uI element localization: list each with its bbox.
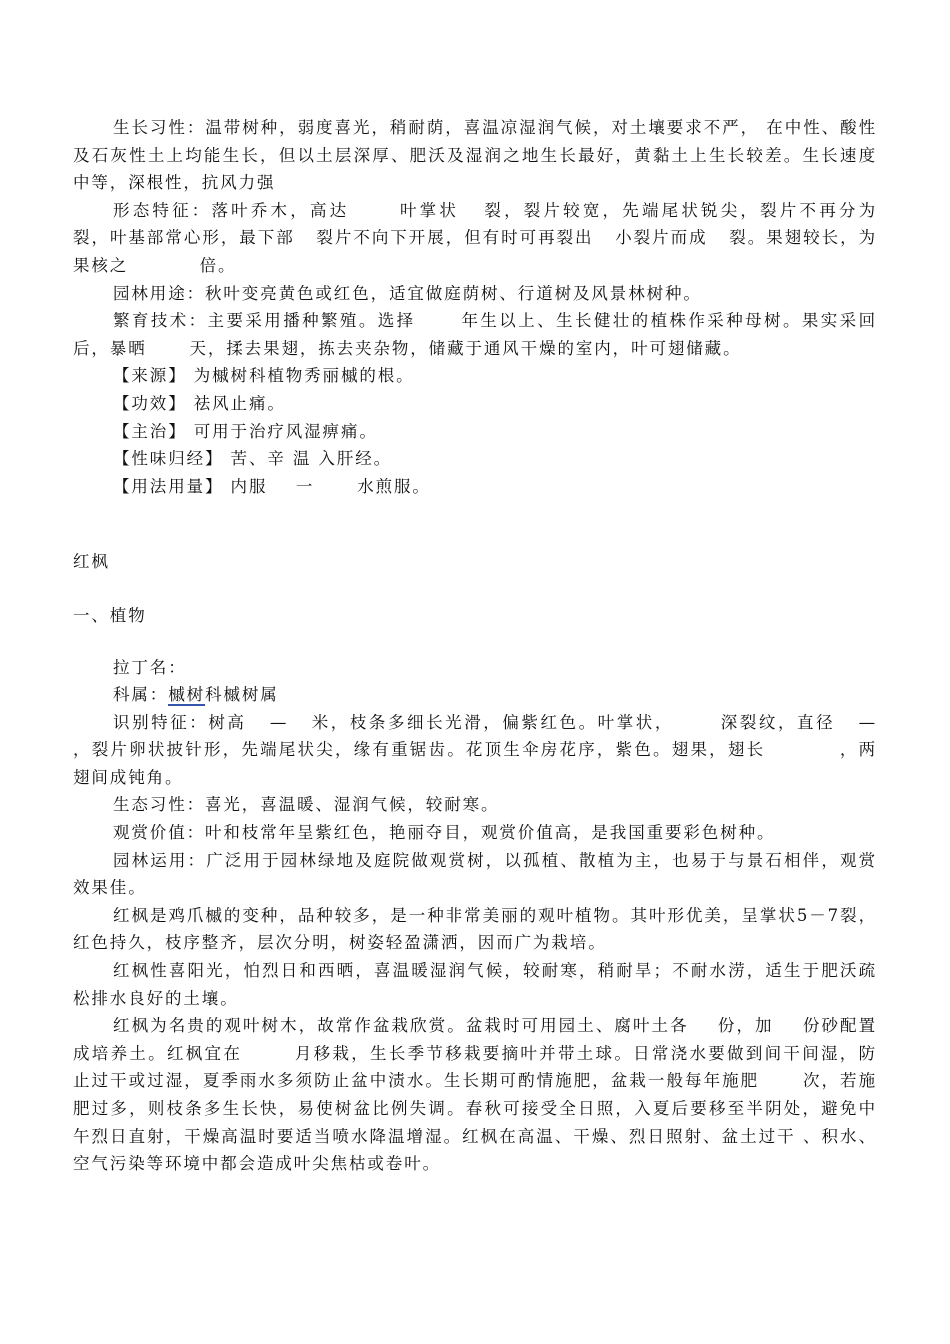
paragraph-variety: 红枫是鸡爪槭的变种，品种较多，是一种非常美丽的观叶植物。其叶形优美，呈掌状5－7裂，红色持久，枝序整齐，层次分明，树姿轻盈潇洒，因而广为栽培。 [73, 905, 877, 953]
family-underlined-word: 槭树 [168, 685, 206, 705]
paragraph-growth-habit: 生长习性：温带树种，弱度喜光，稍耐荫，喜温凉湿润气候，对土壤要求不严， 在中性、酸性及石灰性土上均能生长，但以土层深厚、肥沃及湿润之地生长最好，黄黏土上生长较差。生长速度中等，深根性，抗风力强 [73, 118, 877, 193]
paragraph-indication: 【主治】 可用于治疗风湿痹痛。 [113, 421, 378, 441]
paragraph-habit: 红枫性喜阳光，怕烈日和西晒，喜温暖湿润气候，较耐寒，稍耐旱；不耐水涝，适生于肥沃疏松排水良好的土壤。 [73, 961, 877, 1008]
paragraph-identification: 识别特征：树高 — 米，枝条多细长光滑，偏紫红色。叶掌状， 深裂纹，直径 — ，裂片卵状披针形，先端尾状尖，缘有重锯齿。花顶生伞房花序，紫色。翅果，翅长 ，两翅间成钝角。 [73, 712, 920, 787]
paragraph-breeding: 繁育技术：主要采用播种繁殖。选择 年生以上、生长健壮的植株作采种母树。果实采回后，暴晒 天，揉去果翅，拣去夹杂物，储藏于通风干燥的室内，叶可翅储藏。 [73, 311, 877, 358]
paragraph-ornamental-value: 观赏价值：叶和枝常年呈紫红色，艳丽夺目，观赏价值高，是我国重要彩色树种。 [113, 823, 776, 843]
paragraph-dosage: 【用法用量】 内服 一 水煎服。 [113, 476, 431, 496]
paragraph-morphology: 形态特征：落叶乔木，高达 叶掌状 裂，裂片较宽，先端尾状锐尖，裂片不再分为 裂，叶基部常心形，最下部 裂片不向下开展，但有时可再裂出 小裂片而成 裂。果翅较长，为果核之 倍。 [73, 200, 899, 275]
family-prefix: 科属： [113, 685, 169, 705]
document-page [73, 114, 920, 1178]
paragraph-landscape-use: 园林运用：广泛用于园林绿地及庭院做观赏树，以孤植、散植为主，也易于与景石相伴，观赏效果佳。 [73, 850, 877, 898]
latin-name-label: 拉丁名： [113, 657, 187, 677]
paragraph-efficacy: 【功效】 祛风止痛。 [113, 393, 286, 413]
section-title: 红枫 [73, 552, 110, 572]
paragraph-nature-meridian: 【性味归经】 苦、辛 温 入肝经。 [113, 449, 393, 469]
paragraph-source: 【来源】 为槭树科植物秀丽槭的根。 [113, 366, 415, 386]
section-subtitle: 一、植物 [73, 605, 147, 625]
family-genus-line [73, 681, 877, 709]
paragraph-ecology: 生态习性：喜光，喜温暖、湿润气候，较耐寒。 [113, 795, 500, 815]
family-rest: 科槭树属 [205, 685, 279, 705]
paragraph-garden-use: 园林用途：秋叶变亮黄色或红色，适宜做庭荫树、行道树及风景林树种。 [113, 283, 702, 303]
paragraph-cultivation: 红枫为名贵的观叶树木，故常作盆栽欣赏。盆栽时可用园土、腐叶土各 份，加 份砂配置成培养土。红枫宜在 月移栽，生长季节移栽要摘叶并带土球。日常浇水要做到间干间湿，防止过干或过湿，夏季雨水多须防止盆中渍水。生长期可酌情施肥，盆栽一般每年施肥 次，若施肥过多，则枝条多生长快，易使树盆比例失调。春秋可接受全日照，入夏后要移至半阴处，避免中午烈日直射，干燥高温时要适当喷水降温增湿。红枫在高温、干燥、烈日照射、盆土过干 、积水、空气污染等环境中都会造成叶尖焦枯或卷叶。 [73, 1016, 877, 1174]
